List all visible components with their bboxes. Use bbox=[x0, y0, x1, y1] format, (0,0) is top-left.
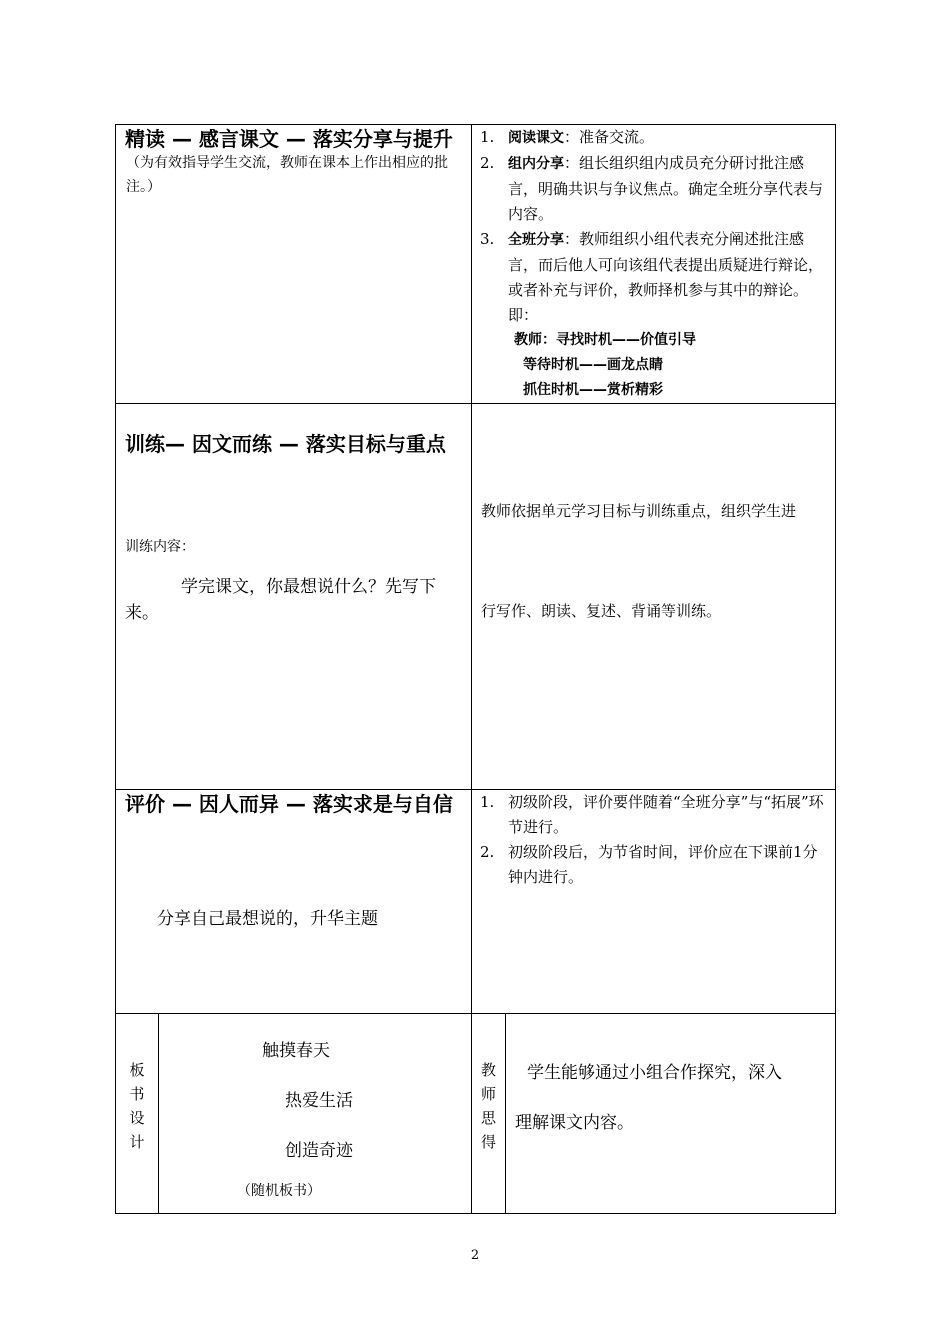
teacher-line-1: 教师：寻找时机——价值引导 bbox=[514, 332, 696, 348]
evaluation-summary: 分享自己最想说的，升华主题 bbox=[157, 909, 378, 929]
reflection-line-1: 学生能够通过小组合作探究，深入 bbox=[527, 1063, 782, 1083]
row-board-reflection bbox=[116, 1014, 836, 1214]
list-item: 2. 初级阶段后，为节省时间，评价应在下课前1分钟内进行。 bbox=[480, 843, 818, 886]
row-evaluation bbox=[116, 790, 836, 1014]
reflection-label-char: 思 bbox=[480, 1109, 496, 1127]
cell-evaluation-right bbox=[472, 790, 836, 1014]
list-item: 1. 阅读课文：准备交流。 bbox=[480, 128, 655, 146]
board-label-char: 书 bbox=[129, 1085, 145, 1103]
cell-reading-left bbox=[116, 125, 472, 404]
board-line-3: 创造奇迹 bbox=[285, 1141, 353, 1161]
section-title-evaluation: 评价 — 因人而异 — 落实求是与自信 bbox=[125, 792, 453, 816]
cell-reflection-label bbox=[472, 1014, 506, 1214]
board-line-1: 触摸春天 bbox=[262, 1041, 330, 1061]
reflection-label-char: 得 bbox=[480, 1133, 496, 1151]
board-label-char: 板 bbox=[129, 1061, 145, 1079]
cell-board-content bbox=[159, 1014, 472, 1214]
training-desc-line-1: 教师依据单元学习目标与训练重点，组织学生进 bbox=[481, 502, 797, 520]
reading-note: （为有效指导学生交流，教师在课本上作出相应的批注。） bbox=[126, 155, 448, 195]
cell-reflection-content bbox=[506, 1014, 836, 1214]
row-training bbox=[116, 404, 836, 790]
reflection-label-char: 师 bbox=[480, 1085, 496, 1103]
training-content-label: 训练内容： bbox=[125, 539, 195, 555]
reflection-label-char: 教 bbox=[480, 1061, 496, 1079]
board-note: （随机板书） bbox=[237, 1183, 321, 1199]
section-title-training: 训练— 因文而练 — 落实目标与重点 bbox=[125, 432, 446, 456]
reflection-line-2: 理解课文内容。 bbox=[515, 1113, 634, 1133]
board-label-char: 设 bbox=[129, 1109, 145, 1127]
lesson-plan-table bbox=[115, 124, 836, 1214]
cell-reading-right bbox=[472, 125, 836, 404]
cell-training-left bbox=[116, 404, 472, 790]
teacher-line-2: 等待时机——画龙点睛 bbox=[523, 357, 663, 373]
cell-training-right bbox=[472, 404, 836, 790]
evaluation-list bbox=[472, 790, 829, 890]
cell-board-label bbox=[116, 1014, 159, 1214]
page-number: 2 bbox=[470, 1248, 480, 1263]
board-label-char: 计 bbox=[129, 1133, 145, 1151]
row-intensive-reading bbox=[116, 125, 836, 404]
cell-evaluation-left bbox=[116, 790, 472, 1014]
training-desc-line-2: 行写作、朗读、复述、背诵等训练。 bbox=[481, 602, 722, 620]
reading-steps-list bbox=[472, 125, 829, 328]
list-item: 1. 初级阶段，评价要伴随着“全班分享”与“拓展”环节进行。 bbox=[480, 793, 824, 836]
list-item: 2. 组内分享：组长组织组内成员充分研讨批注感言，明确共识与争议焦点。确定全班分享代表与内容。 bbox=[480, 154, 824, 223]
board-line-2: 热爱生活 bbox=[285, 1091, 353, 1111]
training-content-text: 学完课文，你最想说什么？先写下来。 bbox=[125, 577, 436, 623]
teacher-line-3: 抓住时机——赏析精彩 bbox=[523, 382, 663, 398]
list-item: 3. 全班分享：教师组织小组代表充分阐述批注感言，而后他人可向该组代表提出质疑进行辩论，或者补充与评价，教师择机参与其中的辩论。即： bbox=[480, 230, 824, 324]
section-title-reading: 精读 — 感言课文 — 落实分享与提升 bbox=[125, 127, 453, 151]
